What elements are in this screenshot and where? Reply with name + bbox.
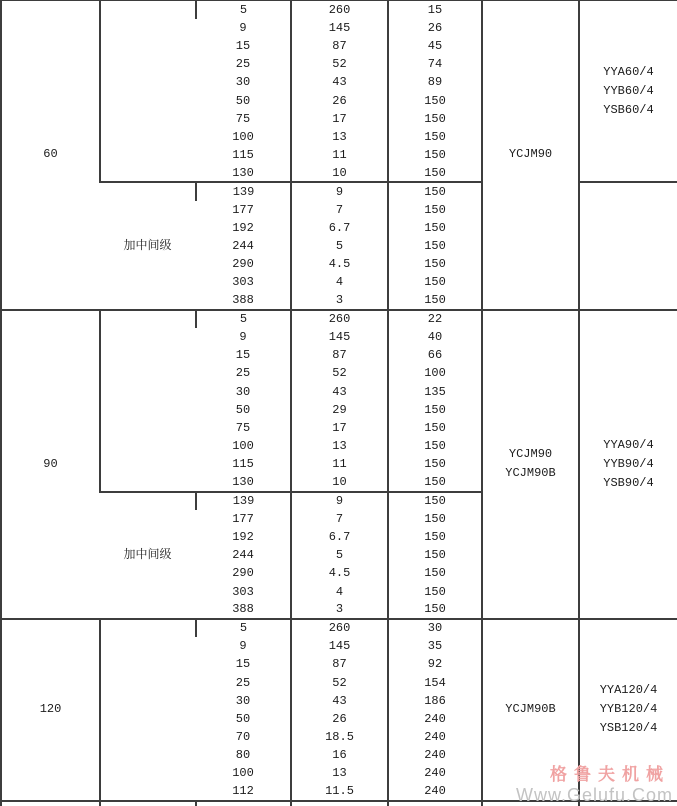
- motor-models-cell-line: YSB120/4: [599, 721, 658, 736]
- ratio-cell: 30: [235, 384, 251, 399]
- stage-note-cell: [100, 182, 196, 309]
- output-speed-cell: 87: [291, 346, 388, 364]
- output-torque-cell: 150: [388, 128, 482, 146]
- ratio-cell: 75: [235, 420, 251, 435]
- output-speed-cell: 145: [291, 19, 388, 37]
- output-torque-cell: 150: [388, 110, 482, 128]
- watermark-url-text: Www.Gelufu.Com: [515, 785, 673, 805]
- motor-models-cell-line: YYB90/4: [603, 456, 654, 471]
- ratio-cell: 244: [232, 548, 254, 563]
- empty-cell: [388, 801, 482, 806]
- output-torque-cell: 45: [388, 37, 482, 55]
- output-speed-cell: 11: [291, 146, 388, 164]
- output-speed-cell: 260: [291, 1, 388, 19]
- ratio-cell: 388: [232, 602, 254, 617]
- output-torque-cell: 150: [388, 91, 482, 109]
- output-torque-cell: 74: [388, 55, 482, 73]
- ratio-cell: 5: [196, 1, 291, 19]
- reducer-model-cell-line: YCJM90: [508, 147, 553, 162]
- ratio-cell: 75: [235, 111, 251, 126]
- output-speed-cell: 26: [291, 710, 388, 728]
- frame-size-cell-line: 60: [43, 147, 58, 162]
- ratio-cell: 25: [235, 675, 251, 690]
- empty-cell: [482, 801, 579, 806]
- output-torque-cell: 150: [388, 273, 482, 291]
- ratio-cell: 130: [232, 474, 254, 489]
- output-torque-cell: 100: [388, 364, 482, 382]
- ratio-cell: 25: [235, 57, 251, 72]
- output-speed-cell: 5: [291, 237, 388, 255]
- output-speed-cell: 145: [291, 328, 388, 346]
- ratio-cell: 15: [235, 657, 251, 672]
- output-speed-cell: 10: [291, 164, 388, 182]
- frame-size-cell-line: 90: [43, 456, 58, 471]
- output-speed-cell: 260: [291, 310, 388, 328]
- output-torque-cell: 40: [388, 328, 482, 346]
- table-row: [1, 619, 677, 637]
- output-torque-cell: 135: [388, 382, 482, 400]
- output-torque-cell: 35: [388, 637, 482, 655]
- output-speed-cell: 17: [291, 110, 388, 128]
- output-torque-cell: 150: [388, 583, 482, 601]
- table-row-cutoff: [1, 801, 677, 806]
- ratio-cell: 192: [232, 530, 254, 545]
- ratio-cell: 5: [196, 619, 291, 637]
- ratio-cell: 70: [235, 730, 251, 745]
- ratio-cell: 388: [232, 293, 254, 308]
- output-torque-cell: 150: [388, 219, 482, 237]
- output-speed-cell: 6.7: [291, 528, 388, 546]
- output-speed-cell: 26: [291, 91, 388, 109]
- output-speed-cell: 7: [291, 510, 388, 528]
- ratio-cell: 9: [239, 20, 247, 35]
- watermark-brand-text: 格鲁夫机械: [550, 765, 670, 785]
- ratio-cell: 115: [232, 148, 254, 163]
- output-speed-cell: 87: [291, 655, 388, 673]
- output-speed-cell: 4: [291, 583, 388, 601]
- output-torque-cell: 150: [388, 455, 482, 473]
- ratio-cell: 100: [232, 766, 254, 781]
- output-speed-cell: 52: [291, 55, 388, 73]
- table-row: [1, 310, 677, 328]
- output-speed-cell: 3: [291, 601, 388, 619]
- frame-size-cell: [1, 1, 100, 310]
- empty-cell: [579, 801, 677, 806]
- output-torque-cell: 26: [388, 19, 482, 37]
- ratio-cell: 15: [235, 38, 251, 53]
- output-speed-cell: 52: [291, 364, 388, 382]
- stage-note-cell: [100, 619, 196, 801]
- ratio-cell: 177: [232, 511, 254, 526]
- output-torque-cell: 150: [388, 601, 482, 619]
- output-torque-cell: 150: [388, 492, 482, 510]
- ratio-cell: 100: [232, 129, 254, 144]
- reducer-model-cell-line: YCJM90: [508, 447, 553, 462]
- output-speed-cell: 29: [291, 401, 388, 419]
- output-torque-cell: 150: [388, 528, 482, 546]
- output-torque-cell: 150: [388, 292, 482, 310]
- output-speed-cell: 43: [291, 73, 388, 91]
- output-torque-cell: 154: [388, 673, 482, 691]
- output-speed-cell: 13: [291, 437, 388, 455]
- output-speed-cell: 10: [291, 473, 388, 491]
- output-torque-cell: 240: [388, 746, 482, 764]
- output-torque-cell: 30: [388, 619, 482, 637]
- ratio-cell: 303: [232, 584, 254, 599]
- reducer-model-cell-line: YCJM90B: [505, 702, 556, 717]
- ratio-cell: 290: [232, 257, 254, 272]
- output-speed-cell: 145: [291, 637, 388, 655]
- motor-models-cell: [579, 1, 677, 183]
- motor-models-cell-line: YYA120/4: [599, 683, 658, 698]
- reducer-model-cell: [482, 310, 579, 619]
- ratio-cell: 9: [239, 639, 247, 654]
- motor-models-cell-line: YYB60/4: [603, 83, 654, 98]
- ratio-cell: 177: [232, 202, 254, 217]
- ratio-cell: 30: [235, 75, 251, 90]
- output-speed-cell: 5: [291, 546, 388, 564]
- motor-models-cell-line: YYA60/4: [603, 64, 654, 79]
- ratio-cell: 15: [235, 348, 251, 363]
- ratio-cell: 139: [196, 492, 291, 510]
- empty-cell: [1, 801, 100, 806]
- output-torque-cell: 66: [388, 346, 482, 364]
- output-speed-cell: 3: [291, 292, 388, 310]
- output-speed-cell: 11.5: [291, 783, 388, 801]
- output-speed-cell: 4.5: [291, 564, 388, 582]
- output-speed-cell: 16: [291, 746, 388, 764]
- stage-note-cell-line: 加中间级: [123, 238, 172, 253]
- output-torque-cell: 150: [388, 182, 482, 200]
- output-torque-cell: 89: [388, 73, 482, 91]
- frame-size-cell: [1, 310, 100, 619]
- ratio-cell: 139: [196, 182, 291, 200]
- ratio-cell: 50: [235, 93, 251, 108]
- reducer-model-cell: [482, 1, 579, 310]
- output-torque-cell: 150: [388, 473, 482, 491]
- motor-models-cell-line: YYA90/4: [603, 437, 654, 452]
- output-speed-cell: 4.5: [291, 255, 388, 273]
- output-speed-cell: 13: [291, 128, 388, 146]
- ratio-cell: 115: [232, 457, 254, 472]
- output-speed-cell: 43: [291, 382, 388, 400]
- motor-models-cell: [579, 310, 677, 619]
- motor-models-cell: [579, 182, 677, 309]
- output-torque-cell: 150: [388, 437, 482, 455]
- frame-size-cell: [1, 619, 100, 801]
- output-torque-cell: 240: [388, 764, 482, 782]
- motor-models-cell-line: YSB60/4: [603, 102, 654, 117]
- output-speed-cell: 9: [291, 492, 388, 510]
- ratio-cell: 25: [235, 366, 251, 381]
- motor-models-cell: [579, 619, 677, 801]
- ratio-cell: 80: [235, 748, 251, 763]
- output-speed-cell: 4: [291, 273, 388, 291]
- output-speed-cell: 7: [291, 201, 388, 219]
- output-torque-cell: 22: [388, 310, 482, 328]
- output-torque-cell: 186: [388, 692, 482, 710]
- reducer-model-cell-line: YCJM90B: [505, 466, 556, 481]
- output-torque-cell: 150: [388, 564, 482, 582]
- empty-cell: [291, 801, 388, 806]
- output-speed-cell: 87: [291, 37, 388, 55]
- output-torque-cell: 150: [388, 510, 482, 528]
- empty-cell: [196, 801, 291, 806]
- output-speed-cell: 11: [291, 455, 388, 473]
- ratio-cell: 100: [232, 439, 254, 454]
- output-torque-cell: 150: [388, 401, 482, 419]
- ratio-cell: 290: [232, 566, 254, 581]
- ratio-cell: 50: [235, 402, 251, 417]
- empty-cell: [100, 801, 196, 806]
- ratio-cell: 5: [196, 310, 291, 328]
- ratio-cell: 130: [232, 165, 254, 180]
- output-torque-cell: 240: [388, 710, 482, 728]
- output-torque-cell: 150: [388, 546, 482, 564]
- stage-note-cell: [100, 492, 196, 619]
- output-speed-cell: 18.5: [291, 728, 388, 746]
- output-speed-cell: 52: [291, 673, 388, 691]
- ratio-cell: 9: [239, 329, 247, 344]
- motor-models-cell-line: YSB90/4: [603, 475, 654, 490]
- output-torque-cell: 150: [388, 237, 482, 255]
- output-speed-cell: 43: [291, 692, 388, 710]
- stage-note-cell-line: 加中间级: [123, 547, 172, 562]
- output-speed-cell: 17: [291, 419, 388, 437]
- ratio-cell: 244: [232, 239, 254, 254]
- output-torque-cell: 150: [388, 255, 482, 273]
- ratio-cell: 192: [232, 220, 254, 235]
- output-torque-cell: 150: [388, 164, 482, 182]
- output-torque-cell: 150: [388, 201, 482, 219]
- output-torque-cell: 150: [388, 146, 482, 164]
- output-speed-cell: 13: [291, 764, 388, 782]
- table-row: [1, 1, 677, 19]
- frame-size-cell-line: 120: [39, 702, 62, 717]
- ratio-cell: 303: [232, 275, 254, 290]
- output-speed-cell: 260: [291, 619, 388, 637]
- ratio-cell: 50: [235, 711, 251, 726]
- ratio-cell: 112: [232, 784, 254, 799]
- reducer-model-cell: [482, 619, 579, 801]
- output-speed-cell: 9: [291, 182, 388, 200]
- output-speed-cell: 6.7: [291, 219, 388, 237]
- spec-table-body: [1, 1, 677, 806]
- output-torque-cell: 150: [388, 419, 482, 437]
- output-torque-cell: 92: [388, 655, 482, 673]
- output-torque-cell: 240: [388, 728, 482, 746]
- ratio-cell: 30: [235, 693, 251, 708]
- output-torque-cell: 15: [388, 1, 482, 19]
- output-torque-cell: 240: [388, 783, 482, 801]
- motor-models-cell-line: YYB120/4: [599, 702, 658, 717]
- stage-note-cell: [100, 310, 196, 492]
- stage-note-cell: [100, 1, 196, 183]
